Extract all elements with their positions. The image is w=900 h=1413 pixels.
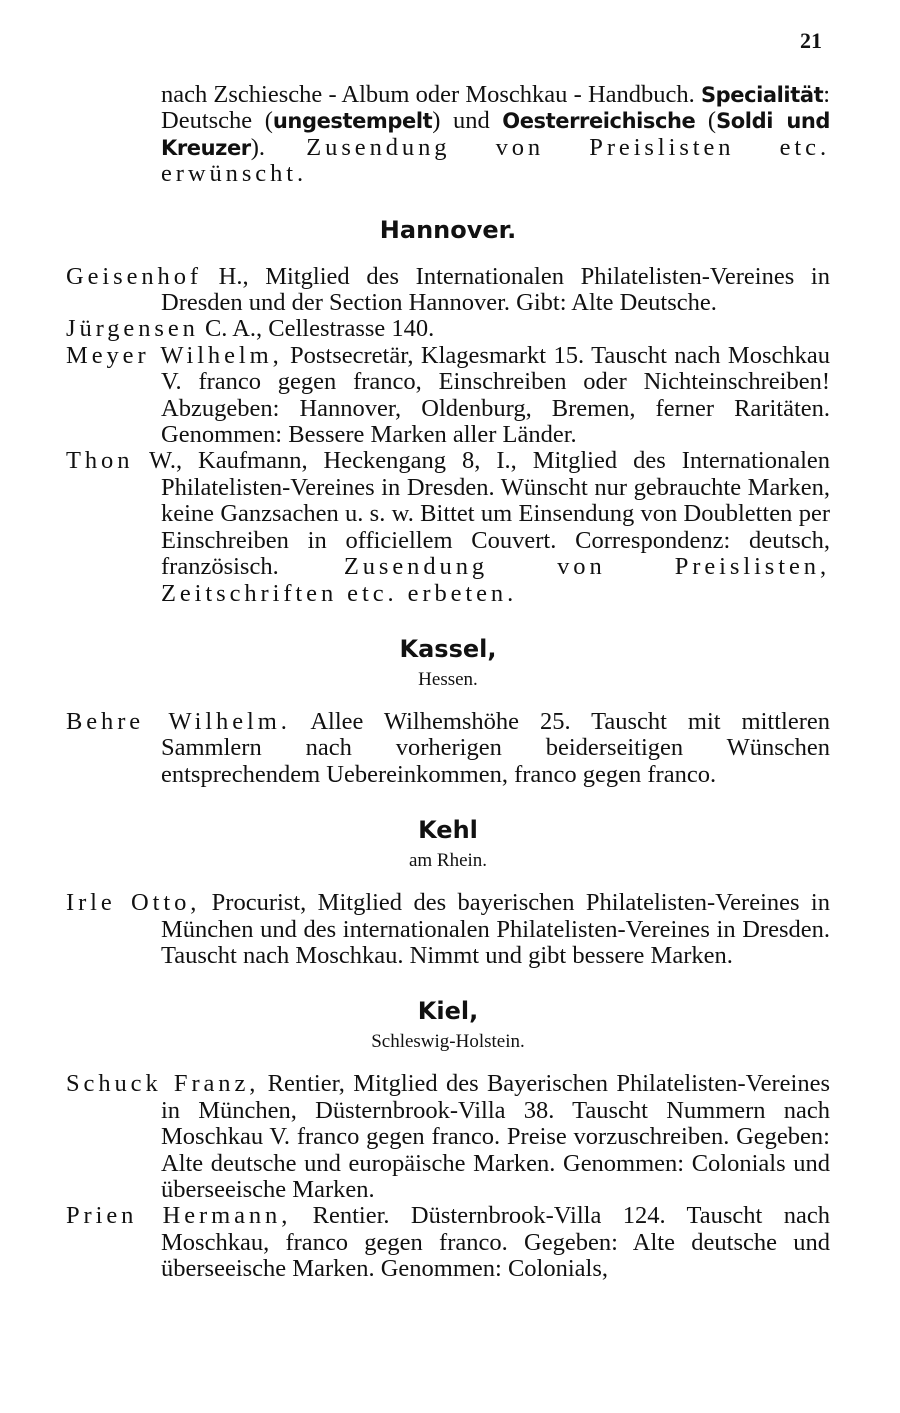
entry-text: Rentier. Düsternbrook-Villa 124. Tauscht nach Moschkau, franco gegen franco. Gegeben: Alte deutsche und überseeische Marken. Genommen: Colonials, xyxy=(161,1202,830,1283)
continued-entry xyxy=(66,82,830,188)
entry-irle xyxy=(66,890,830,969)
entry-prien xyxy=(66,1203,830,1282)
city-heading-kehl: Kehl xyxy=(418,816,478,845)
entry-meyer xyxy=(66,343,830,449)
continued-line: nach Zschiesche - Album oder Moschkau - Handbuch. xyxy=(161,81,695,108)
entry-thon xyxy=(66,448,830,606)
entry-name: Prien Hermann, xyxy=(66,1202,292,1230)
entry-behre xyxy=(66,709,830,788)
austrian-bold: Oesterreichische xyxy=(502,109,696,134)
speciality-join: ) und xyxy=(432,107,503,135)
entry-text: C. A., Cellestrasse 140. xyxy=(198,315,435,343)
city-heading-kassel: Kassel, xyxy=(399,634,497,663)
entry-name: Meyer Wilhelm, xyxy=(66,341,283,369)
entry-text: Postsecretär, Klagesmarkt 15. Tauscht nach Moschkau V. franco gegen franco, Einschreiben oder Nichteinschreiben! Abzugeben: Hannover, Oldenburg, Bremen, ferner Raritäten. Genommen: Bessere Marken aller Länder. xyxy=(161,341,830,449)
entry-name: Thon xyxy=(66,447,134,475)
speciality-label: Specialität xyxy=(700,83,824,107)
region-label-kassel: Hessen. xyxy=(418,668,478,690)
directory-page xyxy=(66,82,830,1283)
region-label-kehl: am Rhein. xyxy=(408,850,488,872)
city-heading-hannover: Hannover. xyxy=(379,215,517,244)
unstamped-bold: ungestempelt xyxy=(272,109,433,134)
entry-text: W., Kaufmann, Heckengang 8, I., Mitglied des Internationalen Philatelisten-Vereines in Dresden. Wünscht nur gebrauchte Marken, keine Ganzsachen u. s. w. Bittet um Einsendung von Doubletten per Einschreiben in officiellem Couvert. Correspondenz: deutsch, französisch. xyxy=(133,447,830,581)
speciality-text: : Deutsche ( xyxy=(161,81,831,135)
entry-name: Schuck Franz, xyxy=(66,1070,260,1098)
soldi-kreuzer-bold: Soldi und Kreuzer xyxy=(161,109,830,160)
entry-text: Procurist, Mitglied des bayerischen Philatelisten-Vereines in München und des internationalen Philatelisten-Vereines in Dresden. Tauscht nach Moschkau. Nimmt und gibt bessere Marken. xyxy=(161,889,830,969)
request-text: Zusendung von Preislisten etc. erwünscht. xyxy=(161,133,830,188)
entry-request: Zusendung von Preislisten, Zeitschriften etc. erbeten. xyxy=(161,553,830,607)
entry-text: H., Mitglied des Internationalen Philatelisten-Vereines in Dresden und der Section Hannover. Gibt: Alte Deutsche. xyxy=(161,262,830,317)
entry-name: Irle Otto, xyxy=(66,889,201,917)
speciality-paren-close: ). xyxy=(250,133,307,161)
entry-text: Allee Wilhemshöhe 25. Tauscht mit mittleren Sammlern nach vorherigen beiderseitigen Wünschen entsprechendem Uebereinkommen, franco gegen franco. xyxy=(161,707,830,788)
entry-name: Geisenhof xyxy=(66,262,202,290)
entry-schuck xyxy=(66,1071,830,1203)
speciality-paren-open: ( xyxy=(695,107,717,135)
entry-juergensen xyxy=(66,316,830,342)
region-label-kiel: Schleswig-Holstein. xyxy=(371,1031,525,1053)
entry-text: Rentier, Mitglied des Bayerischen Philatelisten-Vereines in München, Düsternbrook-Villa 38. Tauscht Nummern nach Moschkau V. franco gegen franco. Preise vorzuschreiben. Gegeben: Alte deutsche und europäische Marken. Genommen: Colonials und überseeische Marken. xyxy=(161,1070,830,1203)
entry-name: Behre Wilhelm. xyxy=(66,707,291,735)
entry-name: Jürgensen xyxy=(66,315,199,343)
page-number: 21 xyxy=(800,28,822,53)
entry-geisenhof xyxy=(66,264,830,317)
city-heading-kiel: Kiel, xyxy=(417,997,479,1026)
